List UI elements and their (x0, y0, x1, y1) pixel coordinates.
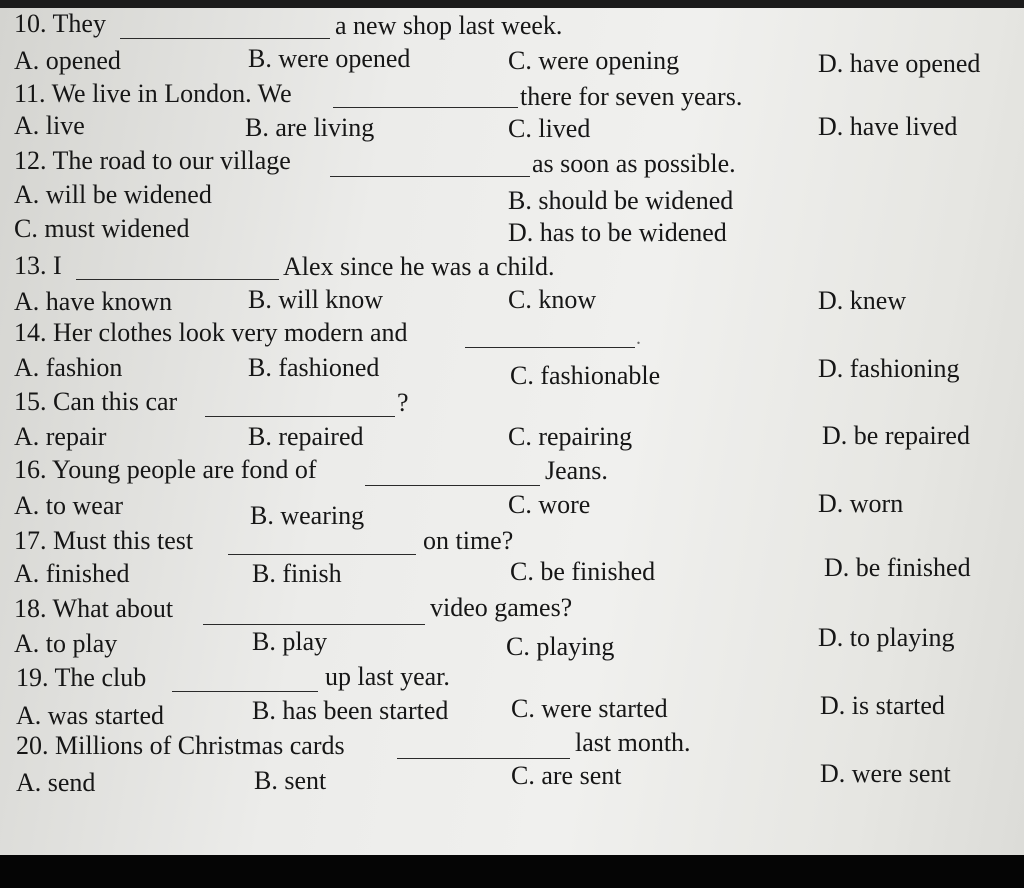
question-10-blank (120, 38, 330, 39)
question-13-stem-end: Alex since he was a child. (283, 252, 555, 281)
question-11-stem-end: there for seven years. (520, 82, 743, 111)
question-19-blank (172, 691, 318, 692)
question-12-stem-end: as soon as possible. (532, 149, 736, 178)
question-17-blank (228, 554, 416, 555)
question-16-option-a: A. to wear (14, 491, 124, 520)
question-12-option-a: A. will be widened (14, 180, 212, 209)
question-12-option-b: B. should be widened (508, 186, 734, 215)
question-12-option-c: C. must widened (14, 214, 190, 243)
question-13-option-a: A. have known (14, 287, 173, 316)
question-13-option-b: B. will know (248, 285, 384, 314)
question-17-option-b: B. finish (252, 559, 342, 588)
question-11-blank (333, 107, 518, 108)
question-20-stem-start: 20. Millions of Christmas cards (16, 731, 345, 760)
question-15-option-a: A. repair (14, 422, 107, 451)
question-13-blank (76, 279, 279, 280)
question-11-option-b: B. are living (245, 113, 375, 142)
question-20-stem-end: last month. (575, 728, 691, 757)
question-19-stem-end: up last year. (325, 662, 450, 691)
question-14-stem-start: 14. Her clothes look very modern and (14, 318, 408, 347)
question-16-stem-start: 16. Young people are fond of (14, 455, 317, 484)
question-20-option-c: C. are sent (511, 761, 622, 790)
question-17-stem-end: on time? (423, 526, 514, 555)
bottom-edge (0, 855, 1024, 888)
question-17-option-d: D. be finished (824, 553, 971, 582)
question-15-stem-start: 15. Can this car (14, 387, 178, 416)
question-15-option-b: B. repaired (248, 422, 364, 451)
question-16-option-d: D. worn (818, 489, 904, 518)
question-20-blank (397, 758, 570, 759)
question-13-option-d: D. knew (818, 286, 907, 315)
question-18-option-a: A. to play (14, 629, 118, 658)
question-17-option-c: C. be finished (510, 557, 656, 586)
question-18-option-b: B. play (252, 627, 328, 656)
question-10-stem-end: a new shop last week. (335, 11, 563, 40)
question-10-option-c: C. were opening (508, 46, 680, 75)
question-16-blank (365, 485, 540, 486)
question-12-blank (330, 176, 530, 177)
question-15-option-d: D. be repaired (822, 421, 970, 450)
question-16-option-c: C. wore (508, 490, 591, 519)
question-13-option-c: C. know (508, 285, 597, 314)
question-15-blank (205, 416, 395, 417)
question-12-option-d: D. has to be widened (508, 218, 727, 247)
question-11-option-a: A. live (14, 111, 85, 140)
question-14-option-c: C. fashionable (510, 361, 661, 390)
question-18-stem-start: 18. What about (14, 594, 174, 623)
question-20-option-b: B. sent (254, 766, 327, 795)
question-11-stem-start: 11. We live in London. We (14, 79, 292, 108)
question-14-option-a: A. fashion (14, 353, 123, 382)
question-10-option-a: A. opened (14, 46, 121, 75)
question-18-option-c: C. playing (506, 632, 615, 661)
question-12-stem-start: 12. The road to our village (14, 146, 291, 175)
question-19-option-d: D. is started (820, 691, 945, 720)
question-19-option-c: C. were started (511, 694, 668, 723)
question-19-option-a: A. was started (16, 701, 165, 730)
question-11-option-c: C. lived (508, 114, 591, 143)
question-20-option-d: D. were sent (820, 759, 951, 788)
question-11-option-d: D. have lived (818, 112, 958, 141)
question-14-option-d: D. fashioning (818, 354, 960, 383)
question-19-option-b: B. has been started (252, 696, 449, 725)
question-17-stem-start: 17. Must this test (14, 526, 194, 555)
question-18-option-d: D. to playing (818, 623, 955, 652)
question-10-stem-start: 10. They (14, 9, 106, 38)
question-13-stem-start: 13. I (14, 251, 62, 280)
question-14-stem-end: . (636, 327, 641, 349)
question-16-stem-end: Jeans. (545, 456, 608, 485)
question-16-option-b: B. wearing (250, 501, 365, 530)
question-14-option-b: B. fashioned (248, 353, 380, 382)
question-18-blank (203, 624, 425, 625)
question-17-option-a: A. finished (14, 559, 130, 588)
question-15-stem-end: ? (397, 388, 409, 417)
question-19-stem-start: 19. The club (16, 663, 147, 692)
question-10-option-d: D. have opened (818, 49, 981, 78)
question-10-option-b: B. were opened (248, 44, 411, 73)
top-edge (0, 0, 1024, 8)
question-15-option-c: C. repairing (508, 422, 633, 451)
question-20-option-a: A. send (16, 768, 96, 797)
question-18-stem-end: video games? (430, 593, 573, 622)
question-14-blank (465, 347, 635, 348)
